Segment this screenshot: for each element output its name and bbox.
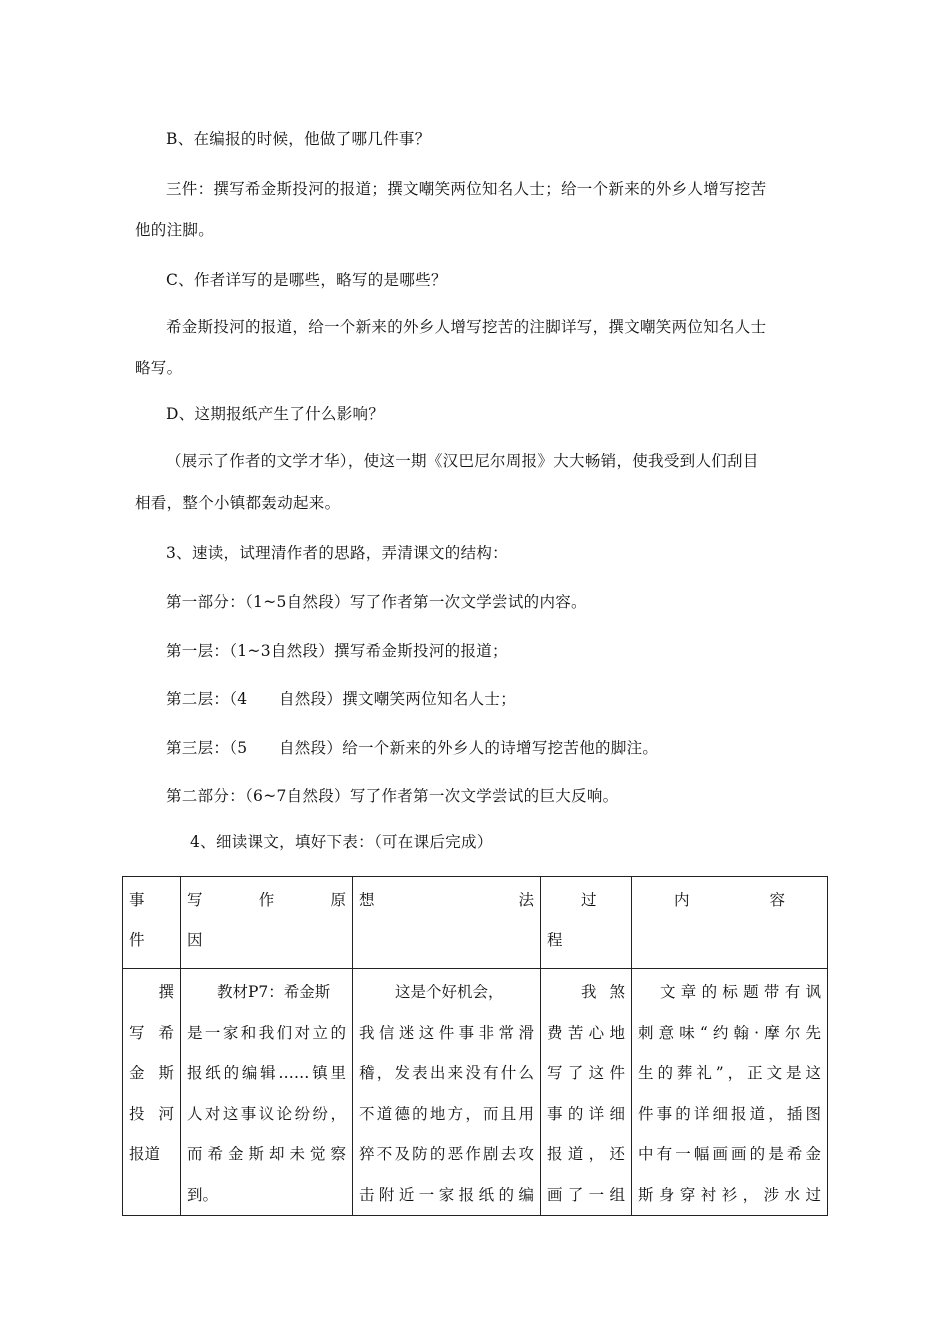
cell-content: 文章的标题带有讽 刺意味“约翰·摩尔先 生的葬礼”，正文是这 件事的详细报道，插图 中有一幅画画的是希金 斯身穿衬衫，涉水过: [632, 969, 828, 1216]
cell-reason: 教材P7：希金斯 是一家和我们对立的 报纸的编辑……镇里 人对这事议论纷纷， 而希金斯却未觉察 到。: [181, 969, 353, 1216]
layer-two: 第二层：（4 自然段）撰文嘲笑两位知名人士；: [166, 690, 517, 708]
header-process: 过 程: [541, 877, 632, 969]
layer-one: 第一层：（1~3自然段）撰写希金斯投河的报道；: [166, 642, 508, 660]
question-d: D、这期报纸产生了什么影响？: [166, 405, 385, 423]
header-idea: 想 法: [353, 877, 541, 969]
layer-three: 第三层：（5 自然段）给一个新来的外乡人的诗增写挖苦他的脚注。: [166, 739, 659, 757]
answer-d-line2: 相看，整个小镇都轰动起来。: [135, 494, 341, 512]
answer-b-line2: 他的注脚。: [135, 221, 215, 239]
table-header-row: [123, 877, 828, 969]
analysis-table: [122, 876, 828, 1216]
answer-c-line2: 略写。: [135, 359, 183, 377]
cell-process: 我煞 费苦心地 写了这件 事的详细 报道，还 画了一组: [541, 969, 632, 1216]
header-event: 事 件: [123, 877, 181, 969]
answer-c-line1: 希金斯投河的报道，给一个新来的外乡人增写挖苦的注脚详写，撰文嘲笑两位知名人士: [166, 318, 767, 336]
cell-event: 撰 写希 金斯 投河 报道: [123, 969, 181, 1216]
part-two: 第二部分：（6~7自然段）写了作者第一次文学尝试的巨大反响。: [166, 787, 619, 805]
question-c: C、作者详写的是哪些，略写的是哪些？: [166, 271, 447, 289]
header-content: 内 容: [632, 877, 828, 969]
header-reason: 写 作 原 因: [181, 877, 353, 969]
table-row: [123, 969, 828, 1216]
cell-idea: 这是个好机会， 我信迷这件事非常滑 稽，发表出来没有什么 不道德的地方，而且用 猝不及防的恶作剧去攻 击附近一家报纸的编: [353, 969, 541, 1216]
answer-d-line1: （展示了作者的文学才华），使这一期《汉巴尼尔周报》大大畅销，使我受到人们刮目: [166, 452, 759, 470]
answer-b-line1: 三件：撰写希金斯投河的报道；撰文嘲笑两位知名人士；给一个新来的外乡人增写挖苦: [166, 180, 767, 198]
step-3-heading: 3、速读，试理清作者的思路，弄清课文的结构：: [166, 544, 508, 562]
question-b: B、在编报的时候，他做了哪几件事？: [166, 130, 431, 148]
part-one: 第一部分：（1~5自然段）写了作者第一次文学尝试的内容。: [166, 593, 587, 611]
step-4-heading: 4、细读课文，填好下表：（可在课后完成）: [190, 833, 493, 851]
